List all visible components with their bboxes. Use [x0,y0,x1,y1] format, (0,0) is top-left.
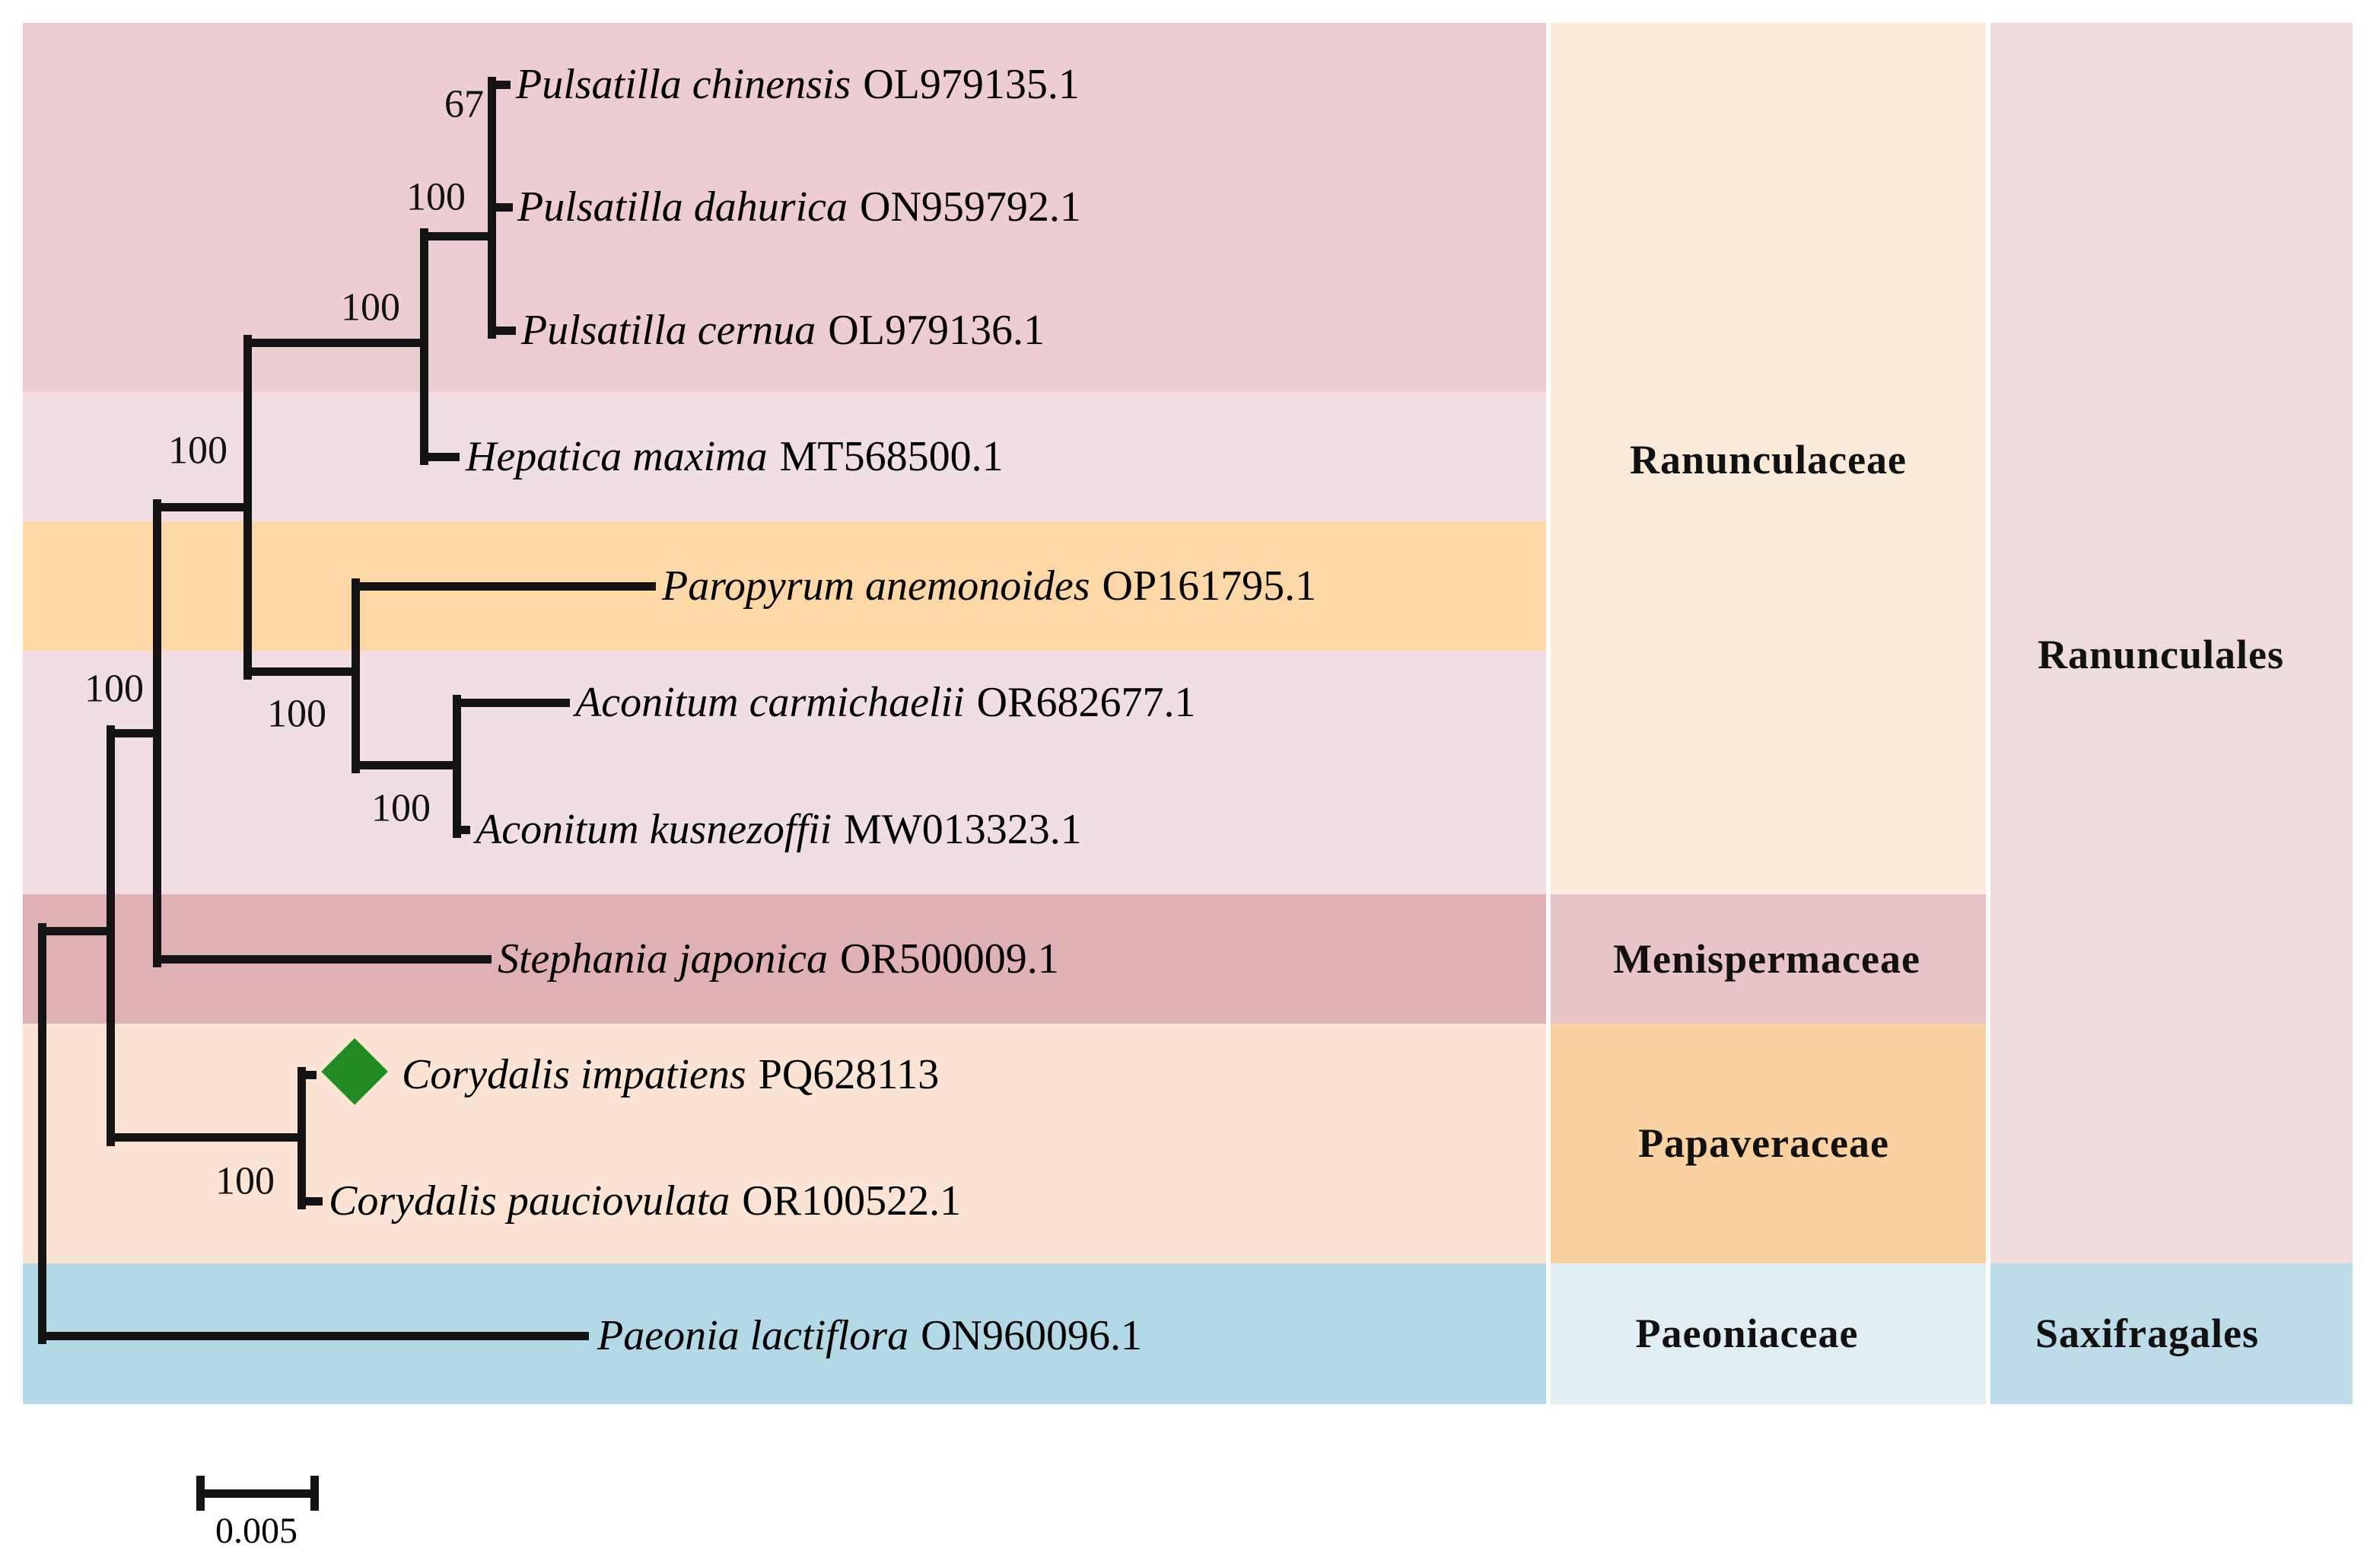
taxon-accession-number: OL979136.1 [828,307,1045,354]
taxon-label [516,60,1080,109]
family-label-ranunculaceae: Ranunculaceae [1630,437,1907,483]
branch-horizontal [488,203,513,212]
branch-horizontal [420,232,496,240]
branch-horizontal [38,1332,589,1340]
branch-horizontal [153,955,492,964]
bootstrap-support-value: 100 [406,175,466,219]
order-label-saxifragales: Saxifragales [2035,1311,2259,1356]
branch-vertical [107,725,115,1146]
branch-horizontal [107,1133,306,1142]
taxon-label [662,562,1316,610]
family-label-papaveraceae: Papaveraceae [1638,1120,1889,1166]
taxon-scientific-name: Corydalis impatiens [402,1051,746,1098]
branch-horizontal [420,453,460,461]
bootstrap-support-value: 100 [168,428,228,473]
bootstrap-support-value: 100 [267,692,326,736]
taxon-accession-number: MT568500.1 [779,433,1004,480]
taxon-accession-number: ON959792.1 [860,183,1081,231]
taxon-scientific-name: Pulsatilla chinensis [516,61,851,108]
branch-horizontal [153,503,252,511]
taxon-label [476,805,1082,854]
taxon-scientific-name: Hepatica maxima [466,433,768,480]
taxon-scientific-name: Corydalis pauciovulata [329,1177,730,1225]
taxon-label [597,1311,1142,1360]
family-label-paeoniaceae: Paeoniaceae [1635,1311,1859,1356]
branch-horizontal [107,729,161,737]
taxon-label [517,183,1081,231]
taxon-accession-number: PQ628113 [758,1051,940,1098]
taxon-scientific-name: Paeonia lactiflora [597,1312,909,1359]
taxon-accession-number: OR100522.1 [742,1177,962,1225]
scale-bar-tick [310,1476,319,1511]
scale-bar-label: 0.005 [215,1511,298,1551]
taxon-accession-number: OR500009.1 [839,935,1059,983]
branch-horizontal [38,927,115,935]
taxon-scientific-name: Aconitum carmichaelii [575,679,965,726]
branch-horizontal [352,761,461,769]
taxon-scientific-name: Pulsatilla cernua [521,307,816,354]
branch-horizontal [453,699,570,707]
taxon-accession-number: OR682677.1 [976,679,1196,726]
branch-horizontal [488,81,511,89]
order-label-ranunculales: Ranunculales [2037,632,2285,677]
bootstrap-support-value: 100 [371,786,431,830]
branch-horizontal [488,326,516,335]
taxon-scientific-name: Aconitum kusnezoffii [476,806,832,853]
branch-horizontal [243,667,360,676]
taxon-scientific-name: Stephania japonica [498,935,828,983]
taxon-accession-number: ON960096.1 [921,1312,1142,1359]
branch-horizontal [453,826,470,834]
taxon-scientific-name: Paropyrum anemonoides [662,562,1090,610]
taxon-label [402,1050,939,1099]
scale-bar-line [196,1489,319,1498]
branch-horizontal [352,582,656,591]
taxon-accession-number: MW013323.1 [844,806,1082,853]
taxon-scientific-name: Pulsatilla dahurica [517,183,848,231]
branch-horizontal [298,1071,317,1079]
taxon-label [466,432,1004,481]
bootstrap-support-value: 100 [215,1159,275,1203]
bootstrap-support-value: 100 [84,667,144,711]
branch-vertical [352,578,360,773]
branch-horizontal [298,1197,323,1206]
bootstrap-support-value: 67 [444,82,484,126]
taxon-accession-number: OL979135.1 [863,61,1080,108]
taxon-label [521,306,1045,355]
scale-bar-tick [196,1476,205,1511]
taxon-label [575,678,1195,727]
taxon-accession-number: OP161795.1 [1102,562,1317,610]
bootstrap-support-value: 100 [341,285,400,330]
taxon-label [498,935,1059,983]
branch-vertical [38,923,46,1344]
branch-horizontal [243,339,428,347]
family-label-menispermaceae: Menispermaceae [1613,936,1920,982]
taxon-label [329,1177,961,1225]
